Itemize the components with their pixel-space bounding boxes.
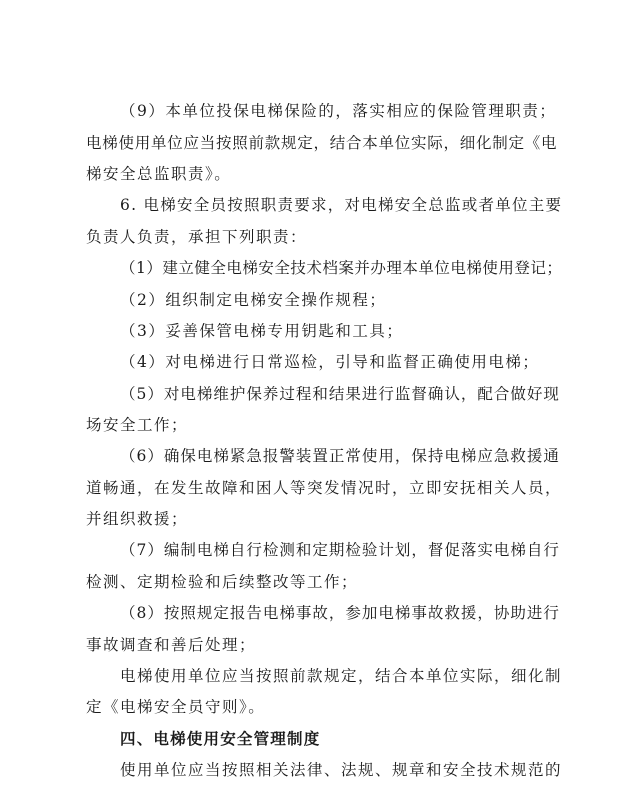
list-item: （7）编制电梯自行检测和定期检验计划，督促落实电梯自行 bbox=[120, 541, 560, 559]
paragraph-line: 梯安全总监职责》。 bbox=[86, 165, 232, 183]
paragraph-line: 电梯使用单位应当按照前款规定，结合本单位实际，细化制 bbox=[120, 667, 563, 685]
paragraph-line: 电梯使用单位应当按照前款规定，结合本单位实际，细化制定《电 bbox=[86, 134, 558, 152]
paragraph-line: 场安全工作； bbox=[86, 416, 189, 434]
paragraph-line: 道畅通，在发生故障和困人等突发情况时，立即安抚相关人员， bbox=[86, 479, 563, 497]
paragraph-line: 事故调查和善后处理； bbox=[86, 636, 257, 654]
list-item: （5）对电梯维护保养过程和结果进行监督确认，配合做好现 bbox=[120, 385, 560, 403]
list-item: （3）妥善保管电梯专用钥匙和工具； bbox=[120, 322, 404, 340]
paragraph-line: 使用单位应当按照相关法律、法规、规章和安全技术规范的 bbox=[120, 761, 563, 779]
paragraph-line: 并组织救援； bbox=[86, 510, 189, 528]
paragraph-line: 6. 电梯安全员按照职责要求，对电梯安全总监或者单位主要 bbox=[120, 196, 563, 214]
paragraph-line: 定《电梯安全员守则》。 bbox=[86, 698, 266, 716]
list-item: （2）组织制定电梯安全操作规程； bbox=[120, 291, 387, 309]
paragraph-line: 检测、定期检验和后续整改等工作； bbox=[86, 573, 359, 591]
list-item: （8）按照规定报告电梯事故，参加电梯事故救援，协助进行 bbox=[120, 604, 560, 622]
list-item: （6）确保电梯紧急报警装置正常使用，保持电梯应急救援通 bbox=[120, 447, 560, 465]
paragraph-line: 负责人负责，承担下列职责： bbox=[86, 228, 308, 246]
list-item: （4）对电梯进行日常巡检，引导和监督正确使用电梯； bbox=[120, 353, 540, 371]
paragraph-line: （9）本单位投保电梯保险的，落实相应的保险管理职责； bbox=[120, 102, 557, 120]
list-item: （1）建立健全电梯安全技术档案并办理本单位电梯使用登记； bbox=[120, 259, 563, 277]
section-heading: 四、电梯使用安全管理制度 bbox=[120, 730, 321, 748]
